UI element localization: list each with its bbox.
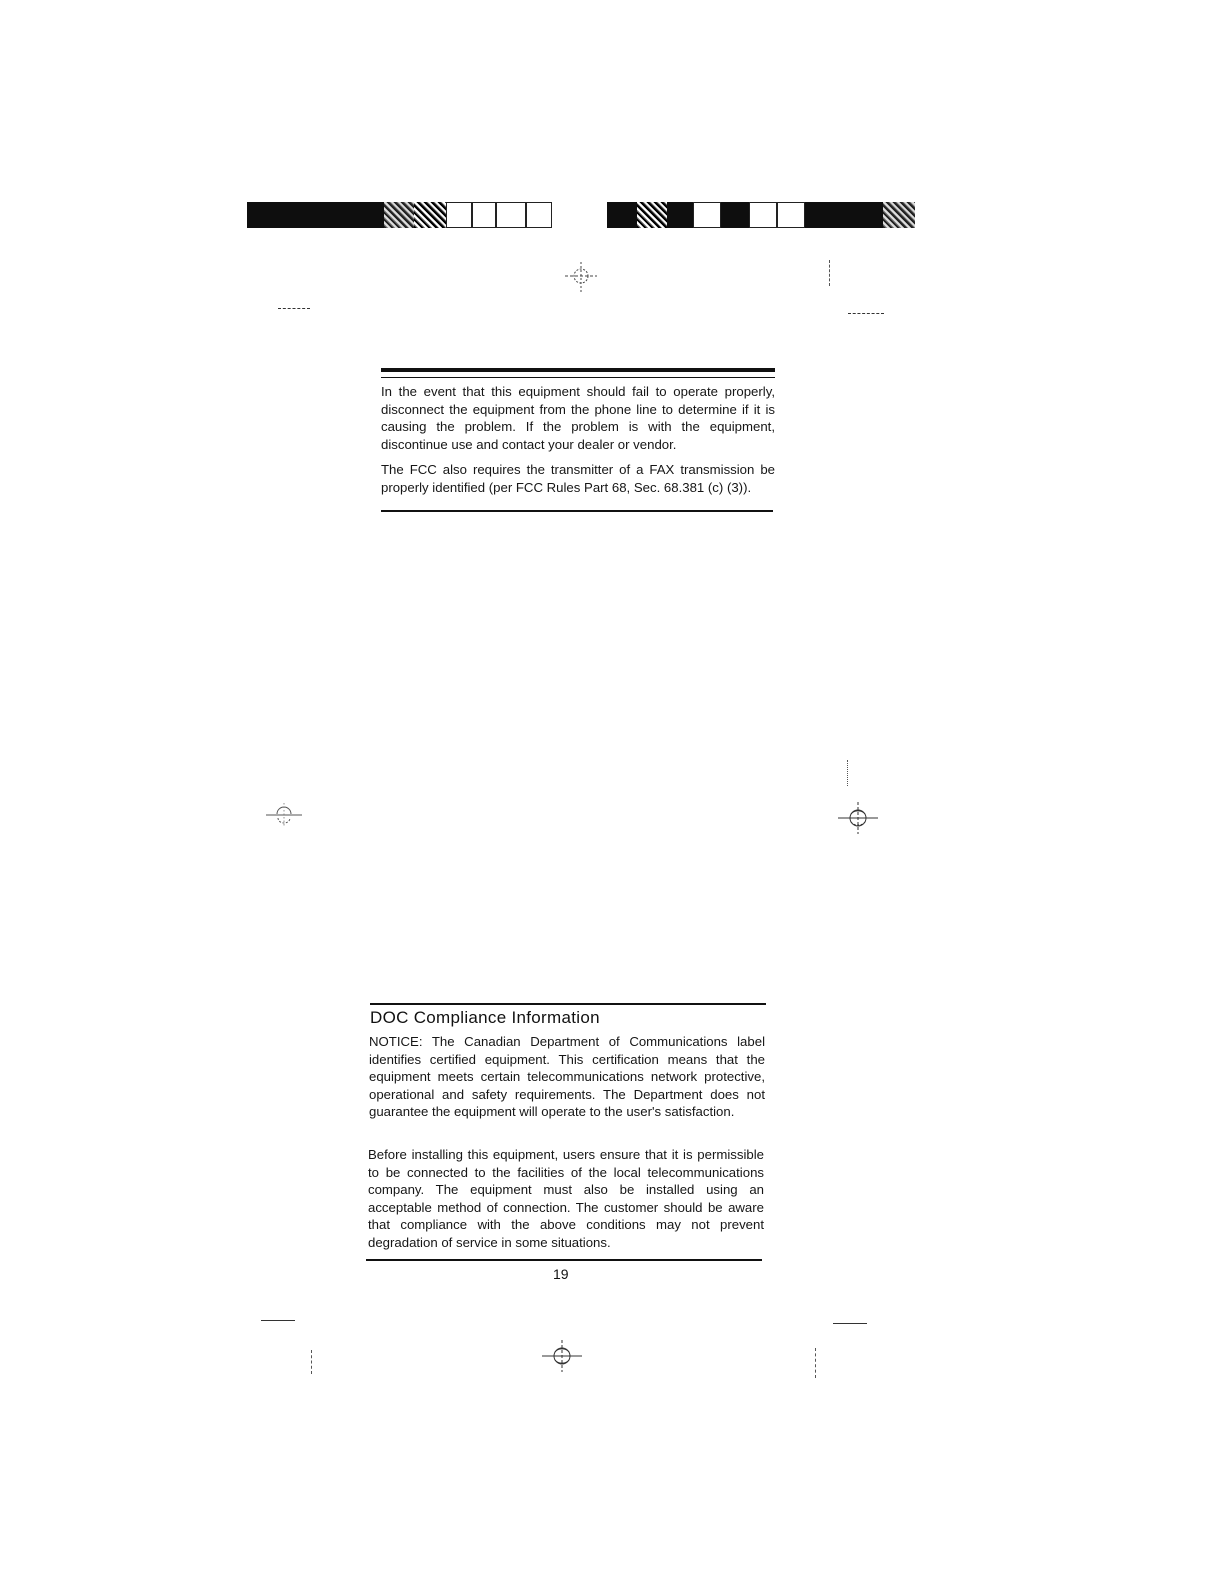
color-bar-black-mid	[607, 202, 637, 228]
doc-paragraph-2: Before installing this equipment, users ensure that it is permissible to be connected to the facilities of the local telecommunications company. The equipment must also be installed using an acceptable method of connection. The customer should be aware that compliance with the above conditions may not prevent degradation of service in some situations.	[368, 1147, 764, 1250]
doc-paragraph-1: NOTICE: The Canadian Department of Communications label identifies certified equipment. This certification means that the equipment meets certain telecommunications network protective, operational and safety requirements. The Department does not guarantee the equipment will operate to the user's satisfaction.	[369, 1034, 765, 1120]
registration-target-icon	[563, 258, 599, 294]
fcc-paragraph-2: The FCC also requires the transmitter of a FAX transmission be properly identified (per FCC Rules Part 68, Sec. 68.381 (c) (3)).	[381, 462, 775, 495]
crop-mark	[847, 760, 848, 786]
crop-mark	[261, 1320, 295, 1321]
color-bar-halftone-3	[446, 202, 472, 228]
color-bar-blank-2	[496, 202, 526, 228]
color-bar-halftone-1	[384, 202, 414, 228]
crop-mark	[815, 1348, 816, 1378]
color-bar-blank-3	[526, 202, 552, 228]
doc-top-rule	[370, 1003, 766, 1005]
fcc-bottom-rule	[381, 510, 773, 512]
color-bar-blank-4	[693, 202, 721, 228]
registration-target-icon	[542, 1338, 582, 1374]
fcc-top-rule	[381, 368, 775, 372]
color-bar-blank-1	[472, 202, 496, 228]
color-bar-black-mid-3	[721, 202, 749, 228]
crop-mark	[829, 260, 830, 286]
color-bar-halftone-5	[749, 202, 777, 228]
crop-mark	[311, 1350, 312, 1374]
crop-mark	[278, 308, 310, 309]
color-bar-black-right	[805, 202, 883, 228]
color-bar-halftone-4	[637, 202, 667, 228]
doc-heading: DOC Compliance Information	[370, 1008, 600, 1027]
color-bar-black-mid-2	[667, 202, 693, 228]
crop-mark	[833, 1323, 867, 1324]
color-bar-black-left	[247, 202, 384, 228]
registration-target-icon	[838, 800, 878, 836]
fcc-top-rule-thin	[381, 377, 775, 378]
color-bar-blank-5	[777, 202, 805, 228]
registration-target-icon	[266, 800, 302, 830]
crop-mark	[848, 313, 884, 314]
doc-bottom-rule	[366, 1259, 762, 1261]
color-bar-halftone-6	[883, 202, 915, 228]
page-number: 19	[553, 1266, 569, 1282]
color-bar-halftone-2	[414, 202, 446, 228]
fcc-paragraph-1: In the event that this equipment should fail to operate properly, disconnect the equipment from the phone line to determine if it is causing the problem. If the problem is with the equipment, discontinue use and contact your dealer or vendor.	[381, 384, 775, 452]
